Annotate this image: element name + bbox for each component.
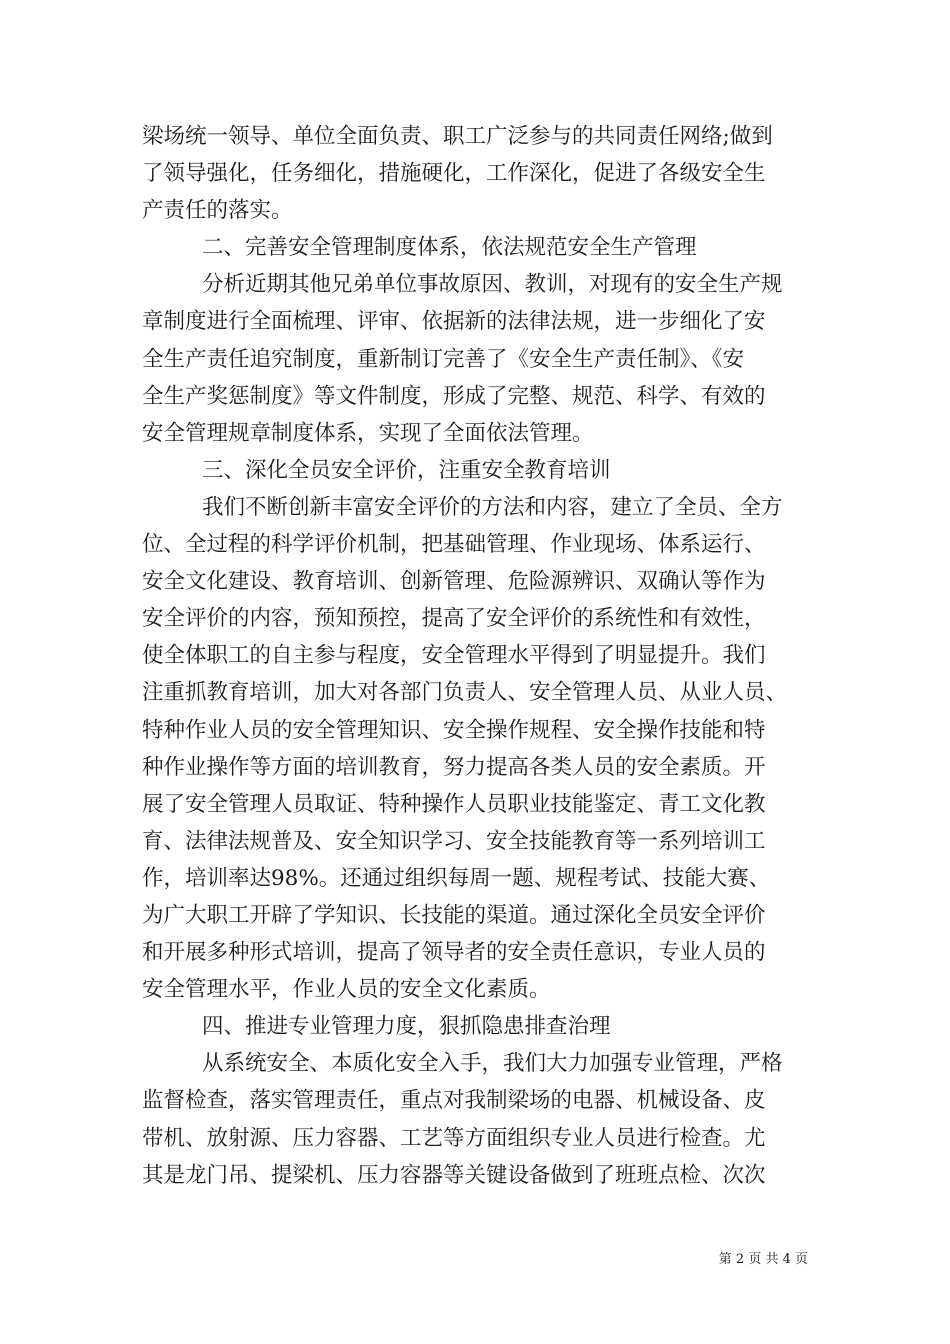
text-line: 安全评价的内容，预知预控，提高了安全评价的系统性和有效性， — [142, 606, 766, 632]
text-line: 和开展多种形式培训，提高了领导者的安全责任意识，专业人员的 — [142, 940, 766, 966]
text-line: 使全体职工的自主参与程度，安全管理水平得到了明显提升。我们 — [142, 643, 766, 669]
text-line: 四、推进专业管理力度，狠抓隐患排查治理 — [202, 1014, 611, 1040]
text-line: 二、完善安全管理制度体系，依法规范安全生产管理 — [202, 235, 697, 261]
text-line: 了领导强化，任务细化，措施硬化，工作深化，促进了各级安全生 — [142, 161, 766, 187]
text-line: 安全管理规章制度体系，实现了全面依法管理。 — [142, 420, 594, 446]
text-line: 我们不断创新丰富安全评价的方法和内容，建立了全员、全方 — [202, 494, 783, 520]
text-line: 育、法律法规普及、安全知识学习、安全技能教育等一系列培训工 — [142, 828, 766, 854]
text-line: 为广大职工开辟了学知识、长技能的渠道。通过深化全员安全评价 — [142, 902, 766, 928]
text-line: 章制度进行全面梳理、评审、依据新的法律法规，进一步细化了安 — [142, 309, 766, 335]
text-line: 全生产责任追究制度，重新制订完善了《安全生产责任制》、《安 — [142, 346, 745, 372]
text-line: 作，培训率达98%。还通过组织每周一题、规程考试、技能大赛、 — [142, 865, 771, 891]
text-line: 梁场统一领导、单位全面负责、职工广泛参与的共同责任网络;做到 — [142, 124, 773, 149]
page-number: 第 2 页 共 4 页 — [718, 1252, 808, 1267]
text-line: 展了安全管理人员取证、特种操作人员职业技能鉴定、青工文化教 — [142, 791, 766, 817]
text-line: 位、全过程的科学评价机制，把基础管理、作业现场、体系运行、 — [142, 532, 766, 558]
text-line: 全生产奖惩制度》等文件制度，形成了完整、规范、科学、有效的 — [142, 383, 766, 409]
text-line: 带机、放射源、压力容器、工艺等方面组织专业人员进行检查。尤 — [142, 1125, 766, 1151]
text-line: 产责任的落实。 — [142, 198, 293, 224]
text-line: 安全文化建设、教育培训、创新管理、危险源辨识、双确认等作为 — [142, 569, 766, 595]
text-line: 监督检查，落实管理责任，重点对我制梁场的电器、机械设备、皮 — [142, 1088, 766, 1114]
text-line: 三、深化全员安全评价，注重安全教育培训 — [202, 457, 611, 483]
text-line: 其是龙门吊、提梁机、压力容器等关键设备做到了班班点检、次次 — [142, 1162, 766, 1188]
text-line: 安全管理水平，作业人员的安全文化素质。 — [142, 977, 551, 1003]
text-line: 种作业操作等方面的培训教育，努力提高各类人员的安全素质。开 — [142, 754, 766, 780]
text-line: 注重抓教育培训，加大对各部门负责人、安全管理人员、从业人员、 — [142, 680, 788, 706]
text-line: 分析近期其他兄弟单位事故原因、教训，对现有的安全生产规 — [202, 272, 783, 298]
text-line: 特种作业人员的安全管理知识、安全操作规程、安全操作技能和特 — [142, 717, 766, 743]
document-body — [142, 118, 812, 1194]
text-line: 从系统安全、本质化安全入手，我们大力加强专业管理，严格 — [202, 1051, 783, 1077]
